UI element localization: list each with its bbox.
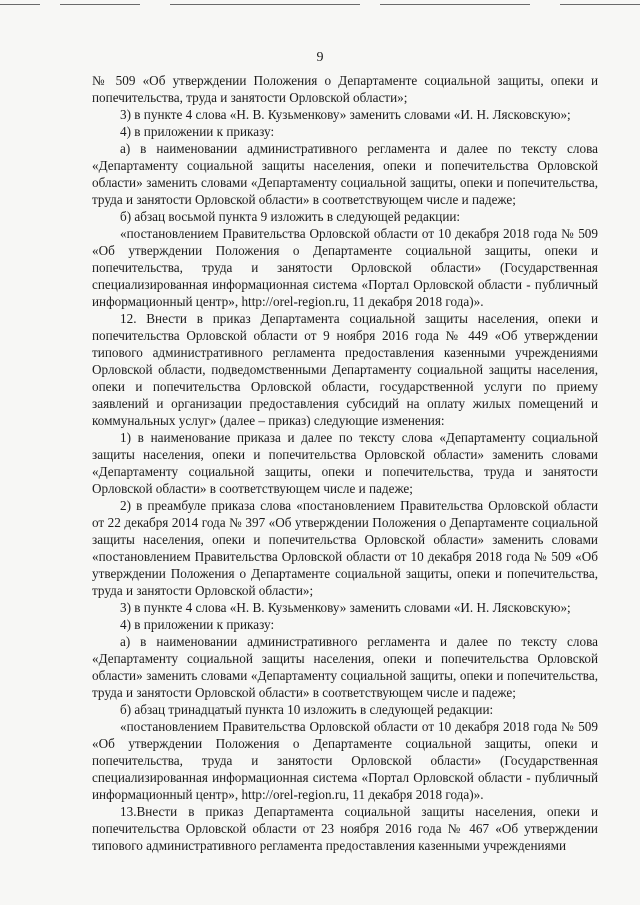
- paragraph: а) в наименовании административного регламента и далее по тексту слова «Департаменту социальной защиты населения, опеки и попечительства Орловской области» заменить словами «Департаменту социальной защиты, опеки и попечительства, труда и занятости Орловской области» в соответствующем числе и падеже;: [92, 634, 598, 700]
- paragraph: 3) в пункте 4 слова «Н. В. Кузьменкову» заменить словами «И. Н. Лясковскую»;: [120, 107, 571, 122]
- paragraph: б) абзац тринадцатый пункта 10 изложить в следующей редакции:: [120, 702, 494, 717]
- scan-line: [560, 4, 640, 5]
- paragraph: 4) в приложении к приказу:: [120, 617, 275, 632]
- scan-line: [0, 4, 40, 5]
- scan-artifact-top: [0, 0, 640, 8]
- paragraph: 13.Внести в приказ Департамента социальной защиты населения, опеки и попечительства Орловской области от 23 ноября 2016 года № 467 «Об утверждении типового административного регламента предоставления казенными учреждениями: [92, 804, 598, 853]
- scan-line: [170, 4, 360, 5]
- paragraph: «постановлением Правительства Орловской области от 10 декабря 2018 года № 509 «Об утверждении Положения о Департаменте социальной защиты, опеки и попечительства, труда и занятости Орловской области» (Государственная специализированная информационная система «Портал Орловской области - публичный информационный центр», http://orel-region.ru, 11 декабря 2018 года)».: [92, 226, 598, 309]
- paragraph: 2) в преамбуле приказа слова «постановлением Правительства Орловской области от 22 декабря 2014 года № 397 «Об утверждении Положения о Департаменте социальной защиты населения, опеки и попечительства Орловской области» заменить словами «постановлением Правительства Орловской области от 10 декабря 2018 года № 509 «Об утверждении Положения о Департаменте социальной защиты, опеки и попечительства, труда и занятости Орловской области»;: [92, 498, 598, 598]
- paragraph: б) абзац восьмой пункта 9 изложить в следующей редакции:: [120, 209, 461, 224]
- scan-line: [60, 4, 140, 5]
- paragraph: № 509 «Об утверждении Положения о Департаменте социальной защиты, опеки и попечительства, труда и занятости Орловской области»;: [92, 73, 598, 105]
- page-number: 9: [316, 50, 324, 65]
- paragraph: 3) в пункте 4 слова «Н. В. Кузьменкову» заменить словами «И. Н. Лясковскую»;: [120, 600, 571, 615]
- paragraph: 12. Внести в приказ Департамента социальной защиты населения, опеки и попечительства Орловской области от 9 ноября 2016 года № 449 «Об утверждении типового административного регламента предоставления казенными учреждениями Орловской области, подведомственными Департаменту социальной защиты населения, опеки и попечительства Орловской области, государственной услуги по приему заявлений и организации предоставления субсидий на оплату жилых помещений и коммунальных услуг» (далее – приказ) следующие изменения:: [92, 311, 598, 428]
- paragraph: 4) в приложении к приказу:: [120, 124, 275, 139]
- scan-line: [380, 4, 530, 5]
- paragraph: а) в наименовании административного регламента и далее по тексту слова «Департаменту социальной защиты населения, опеки и попечительства Орловской области» заменить словами «Департаменту социальной защиты, опеки и попечительства, труда и занятости Орловской области» в соответствующем числе и падеже;: [92, 141, 598, 207]
- paragraph: «постановлением Правительства Орловской области от 10 декабря 2018 года № 509 «Об утверждении Положения о Департаменте социальной защиты, опеки и попечительства, труда и занятости Орловской области» (Государственная специализированная информационная система «Портал Орловской области - публичный информационный центр», http://orel-region.ru, 11 декабря 2018 года)».: [92, 719, 598, 802]
- document-body: [92, 72, 598, 854]
- paragraph: 1) в наименование приказа и далее по тексту слова «Департаменту социальной защиты населения, опеки и попечительства Орловской области» заменить словами «Департаменту социальной защиты, опеки и попечительства, труда и занятости Орловской области» в соответствующем числе и падеже;: [92, 430, 598, 496]
